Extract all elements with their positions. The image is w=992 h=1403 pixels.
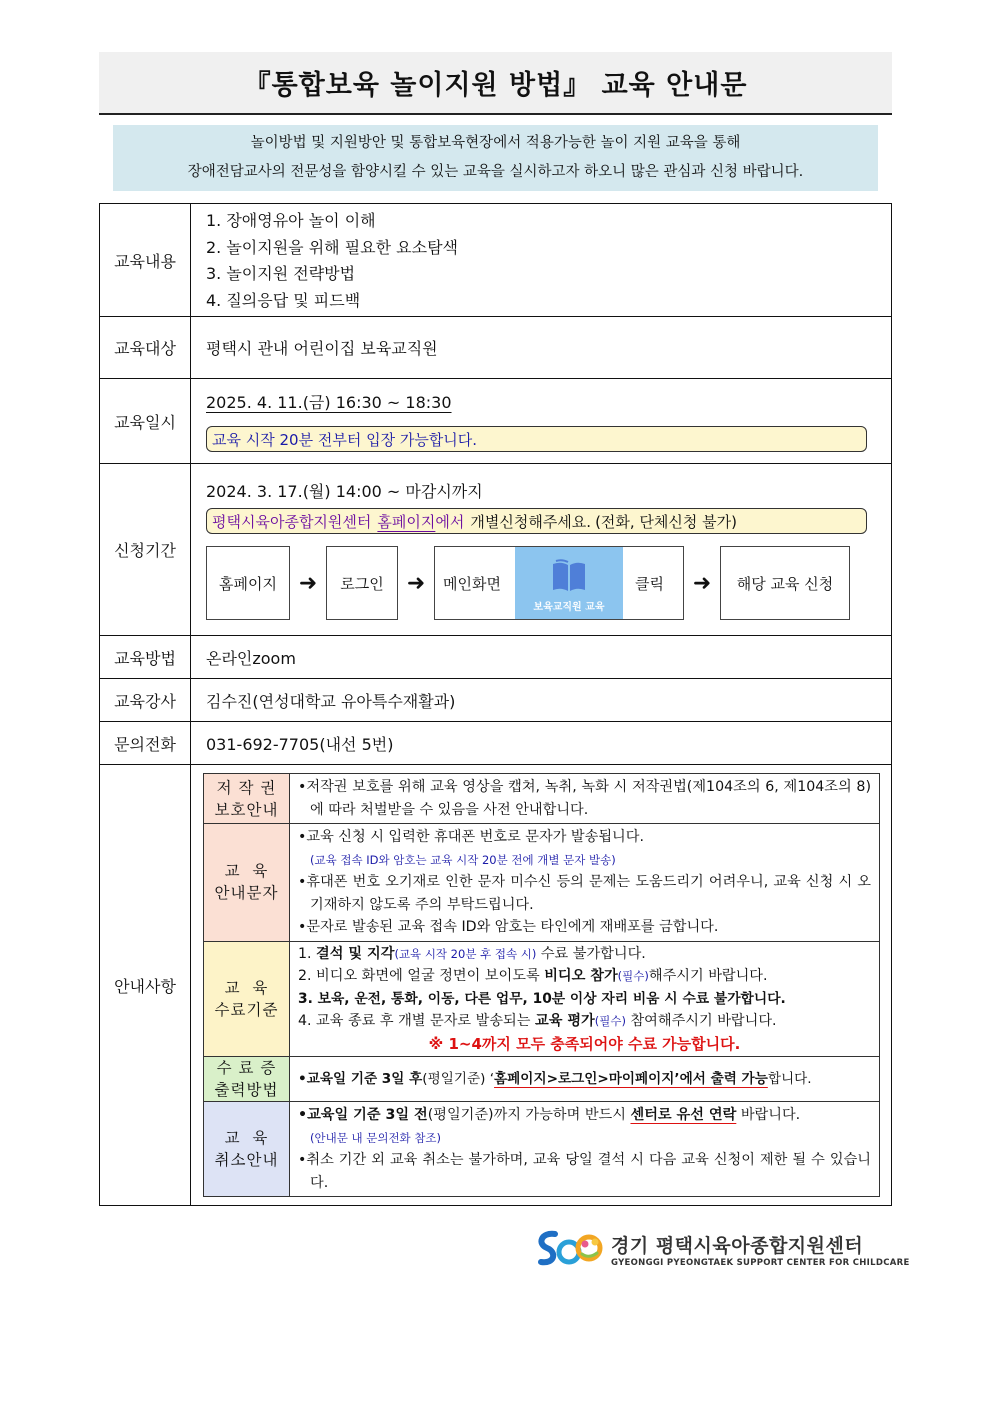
completion-line-2-d: 해주시기 바랍니다. (648, 968, 768, 984)
row-target (100, 317, 892, 379)
row-content (100, 204, 892, 317)
period-note-home: 홈페이지 (377, 512, 436, 531)
page-title: 『통합보육 놀이지원 방법』 교육 안내문 (99, 52, 892, 115)
banner-staff-education (515, 547, 623, 619)
intro-line-2: 장애전담교사의 전문성을 함양시킬 수 있는 교육을 실시하고자 하오니 많은 관심과 신청 바랍니다. (187, 164, 804, 180)
notice-cancel (204, 1102, 880, 1197)
label-method: 교육방법 (100, 636, 191, 679)
cancel-line-1-d: 바랍니다. (736, 1107, 801, 1123)
completion-line-4-a: 4. 교육 종료 후 개별 문자로 발송되는 (298, 1013, 535, 1029)
period-note-individual: 개별신청 (470, 512, 529, 531)
flow-step-apply: 해당 교육 신청 (720, 546, 850, 620)
flow-step-main-label: 메인화면 (443, 574, 501, 593)
completion-line-1-b: 결석 및 지각 (316, 945, 395, 962)
center-logo-korean: 경기 평택시육아종합지원센터 (611, 1234, 864, 1257)
notice-sms-b3: •문자로 발송된 교육 접속 ID와 암호는 타인에게 재배포를 금합니다. (298, 919, 719, 935)
flow-step-homepage: 홈페이지 (206, 546, 290, 620)
row-notice (100, 765, 892, 1206)
completion-line-2-c: (필수) (617, 969, 649, 983)
flow-step-main (434, 546, 684, 620)
banner-label: 보육교직원 교육 (533, 602, 605, 613)
notice-sms-head-1: 교 육 (224, 862, 269, 881)
label-notice: 안내사항 (100, 765, 191, 1206)
certificate-text-a: •교육일 기준 3일 후 (298, 1070, 423, 1087)
notice-sms-head (204, 824, 290, 942)
notice-sms (204, 824, 880, 942)
method-value: 온라인zoom (191, 636, 892, 679)
completion-line-4-b: 교육 평가 (534, 1013, 595, 1029)
center-logo (533, 1226, 910, 1272)
certificate-text-b: (평일기준) ‘ (422, 1070, 495, 1087)
notice-completion-head (204, 941, 290, 1057)
content-item-1: 1. 장애영유아 놀이 이해 (206, 211, 376, 230)
certificate-text (298, 1068, 871, 1091)
date-value: 2025. 4. 11.(금) 16:30 ~ 18:30 (206, 393, 452, 412)
period-note (206, 508, 867, 534)
certificate-text-d: 합니다. (767, 1070, 812, 1087)
cancel-line-1-b: (평일기준)까지 가능하며 반드시 (427, 1107, 631, 1123)
completion-line-1-c: (교육 시작 20분 후 접속 시) (394, 946, 537, 961)
row-date (100, 379, 892, 464)
cancel-line-1 (298, 1104, 871, 1127)
cancel-line-1-a: •교육일 기준 3일 전 (298, 1107, 428, 1123)
center-logo-english: GYEONGGI PYEONGTAEK SUPPORT CENTER FOR CHILDCARE (611, 1257, 910, 1268)
notice-completion-head-2: 수료기준 (214, 1000, 279, 1019)
notice-sms-b1: •교육 신청 시 입력한 휴대폰 번호로 문자가 발송됩니다. (298, 829, 644, 845)
label-lecturer: 교육강사 (100, 679, 191, 722)
notice-completion (204, 941, 880, 1057)
notice-completion-head-1: 교 육 (224, 978, 269, 997)
notice-cancel-head (204, 1102, 290, 1197)
cancel-line-2: •취소 기간 외 교육 취소는 불가하며, 교육 당일 결석 시 다음 교육 신청이 제한 될 수 있습니다. (298, 1152, 871, 1191)
intro-box (113, 125, 878, 191)
notice-copyright-head-2: 보호안내 (214, 800, 279, 819)
content-list (191, 204, 892, 317)
notice-sms-b1-sub: (교육 접속 ID와 암호는 교육 시작 20분 전에 개별 문자 발송) (310, 852, 616, 867)
notice-certificate-head-2: 출력방법 (214, 1081, 279, 1099)
completion-line-4-d: 참여해주시기 바랍니다. (625, 1013, 777, 1029)
completion-line-4 (298, 1010, 871, 1033)
arrow-icon: ➜ (406, 570, 426, 596)
notice-certificate-head-1: 수 료 증 (216, 1059, 277, 1077)
notice-certificate (204, 1057, 880, 1102)
book-icon (549, 558, 589, 594)
notice-copyright-text: •저작권 보호를 위해 교육 영상을 캡쳐, 녹취, 녹화 시 저작권법(제104조의 6, 제104조의 8)에 따라 처벌받을 수 있음을 사전 안내합니다. (298, 779, 871, 818)
notice-cancel-head-2: 취소안내 (214, 1151, 279, 1169)
label-period: 신청기간 (100, 464, 191, 636)
flow-step-login: 로그인 (326, 546, 398, 620)
label-contact: 문의전화 (100, 722, 191, 765)
completion-line-3: 3. 보육, 운전, 통화, 이동, 다른 업무, 10분 이상 자리 비움 시 수료 불가합니다. (298, 990, 786, 1007)
notice-cancel-head-1: 교 육 (224, 1129, 269, 1147)
apply-flow (206, 546, 891, 620)
center-logo-icon (533, 1226, 607, 1272)
row-lecturer (100, 679, 892, 722)
completion-line-2-b: 비디오 참가 (544, 968, 618, 984)
row-contact (100, 722, 892, 765)
arrow-icon: ➜ (692, 570, 712, 596)
label-target: 교육대상 (100, 317, 191, 379)
content-item-3: 3. 놀이지원 전략방법 (206, 264, 356, 283)
contact-value: 031-692-7705(내선 5번) (191, 722, 892, 765)
notice-copyright-head (204, 774, 290, 824)
completion-warning: ※ 1~4까지 모두 충족되어야 수료 가능합니다. (428, 1034, 741, 1053)
label-content: 교육내용 (100, 204, 191, 317)
lecturer-value: 김수진(연성대학교 유아특수재활과) (191, 679, 892, 722)
notice-copyright-head-1: 저 작 권 (216, 778, 277, 797)
notice-copyright (204, 774, 880, 824)
content-item-2: 2. 놀이지원을 위해 필요한 요소탐색 (206, 237, 458, 257)
intro-line-1: 놀이방법 및 지원방안 및 통합보육현장에서 적용가능한 놀이 지원 교육을 통해 (250, 135, 741, 151)
completion-line-4-c: (필수) (594, 1014, 626, 1028)
cancel-sub: (안내문 내 문의전화 참조) (310, 1130, 442, 1145)
cancel-line-1-c: 센터로 유선 연락 (630, 1107, 737, 1123)
arrow-icon: ➜ (298, 570, 318, 596)
notice-certificate-head (204, 1057, 290, 1102)
completion-line-1-a: 1. (298, 945, 317, 962)
period-note-end2: (전화, 단체신청 불가) (595, 512, 737, 531)
completion-line-2-a: 2. 비디오 화면에 얼굴 정면이 보이도록 (298, 968, 545, 984)
target-value: 평택시 관내 어린이집 보육교직원 (191, 317, 892, 379)
notice-sms-head-2: 안내문자 (214, 884, 279, 903)
date-note: 교육 시작 20분 전부터 입장 가능합니다. (206, 426, 867, 452)
label-date: 교육일시 (100, 379, 191, 464)
period-note-mid: 에서 (435, 512, 465, 531)
period-note-center: 평택시육아종합지원센터 (212, 512, 372, 531)
row-period (100, 464, 892, 636)
notice-table (203, 773, 880, 1197)
period-value: 2024. 3. 17.(월) 14:00 ~ 마감시까지 (206, 482, 483, 501)
row-method (100, 636, 892, 679)
completion-line-1-d: 수료 불가합니다. (536, 945, 646, 962)
completion-line-2 (298, 965, 871, 988)
completion-line-1 (298, 943, 871, 966)
period-note-end1: 해주세요. (528, 512, 592, 531)
flow-step-click: 클릭 (634, 574, 664, 593)
info-table (99, 203, 892, 1206)
content-item-4: 4. 질의응답 및 피드백 (206, 290, 361, 310)
certificate-text-c: 홈페이지>로그인>마이페이지’에서 출력 가능 (494, 1070, 768, 1087)
notice-sms-b2: •휴대폰 번호 오기재로 인한 문자 미수신 등의 문제는 도움드리기 어려우니, 교육 신청 시 오기재하지 않도록 주의 부탁드립니다. (298, 874, 871, 913)
